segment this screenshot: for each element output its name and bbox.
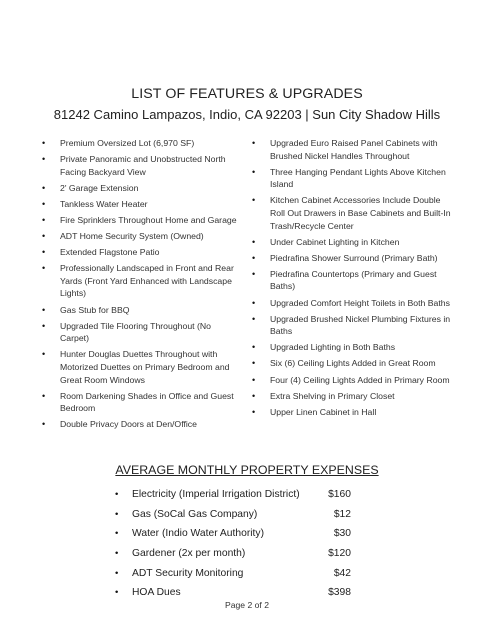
bullet-icon: • [42, 247, 46, 258]
list-item: • Extra Shelving in Primary Closet [252, 390, 395, 401]
expense-amount: $42 [333, 567, 351, 579]
bullet-icon: • [42, 138, 46, 148]
bullet-icon: • [252, 406, 256, 417]
bullet-icon: • [115, 587, 119, 599]
bullet-icon: • [115, 548, 119, 560]
bullet-icon: • [42, 231, 46, 242]
list-item: • Upgraded Euro Raised Panel Cabinets with Brushed Nickel Handles Throughout [252, 138, 438, 161]
bullet-icon: • [252, 374, 256, 385]
list-item: • Fire Sprinklers Throughout Home and Garage [42, 214, 237, 225]
expense-row [115, 547, 351, 567]
expense-label: Gardener (2x per month) [132, 548, 246, 560]
bullet-icon: • [252, 342, 256, 353]
list-item: • Upgraded Brushed Nickel Plumbing Fixtures in Baths [252, 313, 451, 337]
expense-label: HOA Dues [132, 587, 181, 599]
list-item: • Upgraded Comfort Height Toilets in Both Baths [252, 297, 450, 308]
bullet-icon: • [252, 138, 256, 148]
bullet-icon: • [252, 166, 256, 177]
expense-label: ADT Security Monitoring [132, 567, 244, 579]
expense-amount: $12 [333, 508, 351, 520]
page-title: LIST OF FEATURES & UPGRADES [131, 86, 363, 102]
expense-amount: $30 [333, 528, 351, 540]
expense-label: Water (Indio Water Authority) [132, 528, 264, 540]
bullet-icon: • [42, 419, 46, 430]
bullet-icon: • [115, 528, 119, 540]
expenses-heading: AVERAGE MONTHLY PROPERTY EXPENSES [115, 463, 379, 477]
list-item: • Six (6) Ceiling Lights Added in Great Room [252, 358, 436, 369]
list-item: • Under Cabinet Lighting in Kitchen [252, 236, 400, 247]
bullet-icon: • [252, 195, 256, 206]
bullet-icon: • [42, 214, 46, 225]
bullet-icon: • [115, 508, 119, 520]
bullet-icon: • [115, 489, 119, 500]
bullet-icon: • [42, 182, 46, 193]
list-item: • Piedrafina Shower Surround (Primary Bath) [252, 252, 438, 263]
bullet-icon: • [42, 320, 46, 331]
list-item: • Upgraded Lighting in Both Baths [252, 342, 396, 353]
list-item: • Premium Oversized Lot (6,970 SF) [42, 138, 195, 148]
expense-label: Electricity (Imperial Irrigation District) [132, 489, 300, 500]
list-item: • Room Darkening Shades in Office and Guest Bedroom [42, 390, 234, 414]
bullet-icon: • [252, 252, 256, 263]
bullet-icon: • [252, 358, 256, 369]
property-address: 81242 Camino Lampazos, Indio, CA 92203 | Sun City Shadow Hills [53, 107, 441, 122]
list-item: • 2' Garage Extension [42, 182, 139, 193]
expense-row [115, 508, 351, 528]
expense-row [115, 527, 351, 547]
list-item: • Private Panoramic and Unobstructed North Facing Backyard View [42, 154, 226, 177]
expense-label: Gas (SoCal Gas Company) [132, 508, 258, 520]
list-item: • Piedrafina Countertops (Primary and Guest Baths) [252, 268, 437, 292]
bullet-icon: • [42, 154, 46, 165]
list-item: • Tankless Water Heater [42, 198, 148, 209]
expense-amount: $120 [328, 548, 351, 560]
list-item: • Four (4) Ceiling Lights Added in Primary Room [252, 374, 450, 385]
bullet-icon: • [252, 390, 256, 401]
bullet-icon: • [42, 304, 46, 315]
bullet-icon: • [42, 263, 46, 274]
list-item: • Double Privacy Doors at Den/Office [42, 419, 197, 430]
bullet-icon: • [115, 567, 119, 579]
list-item: • Upper Linen Cabinet in Hall [252, 406, 377, 417]
bullet-icon: • [42, 390, 46, 401]
bullet-icon: • [252, 236, 256, 247]
expense-row [115, 488, 351, 508]
expenses-list [115, 488, 351, 606]
bullet-icon: • [252, 268, 256, 279]
list-item: • Gas Stub for BBQ [42, 304, 130, 315]
features-list-right [250, 137, 455, 422]
list-item: • Three Hanging Pendant Lights Above Kitchen Island [252, 166, 446, 190]
list-item: • Hunter Douglas Duettes Throughout with Motorized Duettes on Primary Bedroom and Great Room Windows [42, 349, 230, 385]
list-item: • Kitchen Cabinet Accessories Include Double Roll Out Drawers in Base Cabinets and Built-In Trash/Recycle Center [252, 195, 451, 231]
expense-amount: $398 [328, 587, 351, 599]
list-item: • Professionally Landscaped in Front and Rear Yards (Front Yard Enhanced with Landscape Lights) [42, 263, 234, 299]
list-item: • Extended Flagstone Patio [42, 247, 160, 258]
expense-amount: $160 [328, 489, 351, 500]
expense-row [115, 567, 351, 587]
bullet-icon: • [252, 313, 256, 324]
bullet-icon: • [42, 198, 46, 209]
list-item: • Upgraded Tile Flooring Throughout (No Carpet) [42, 320, 211, 344]
features-list-left [40, 137, 240, 434]
bullet-icon: • [252, 297, 256, 308]
bullet-icon: • [42, 349, 46, 360]
list-item: • ADT Home Security System (Owned) [42, 231, 204, 242]
page-number: Page 2 of 2 [225, 600, 269, 610]
